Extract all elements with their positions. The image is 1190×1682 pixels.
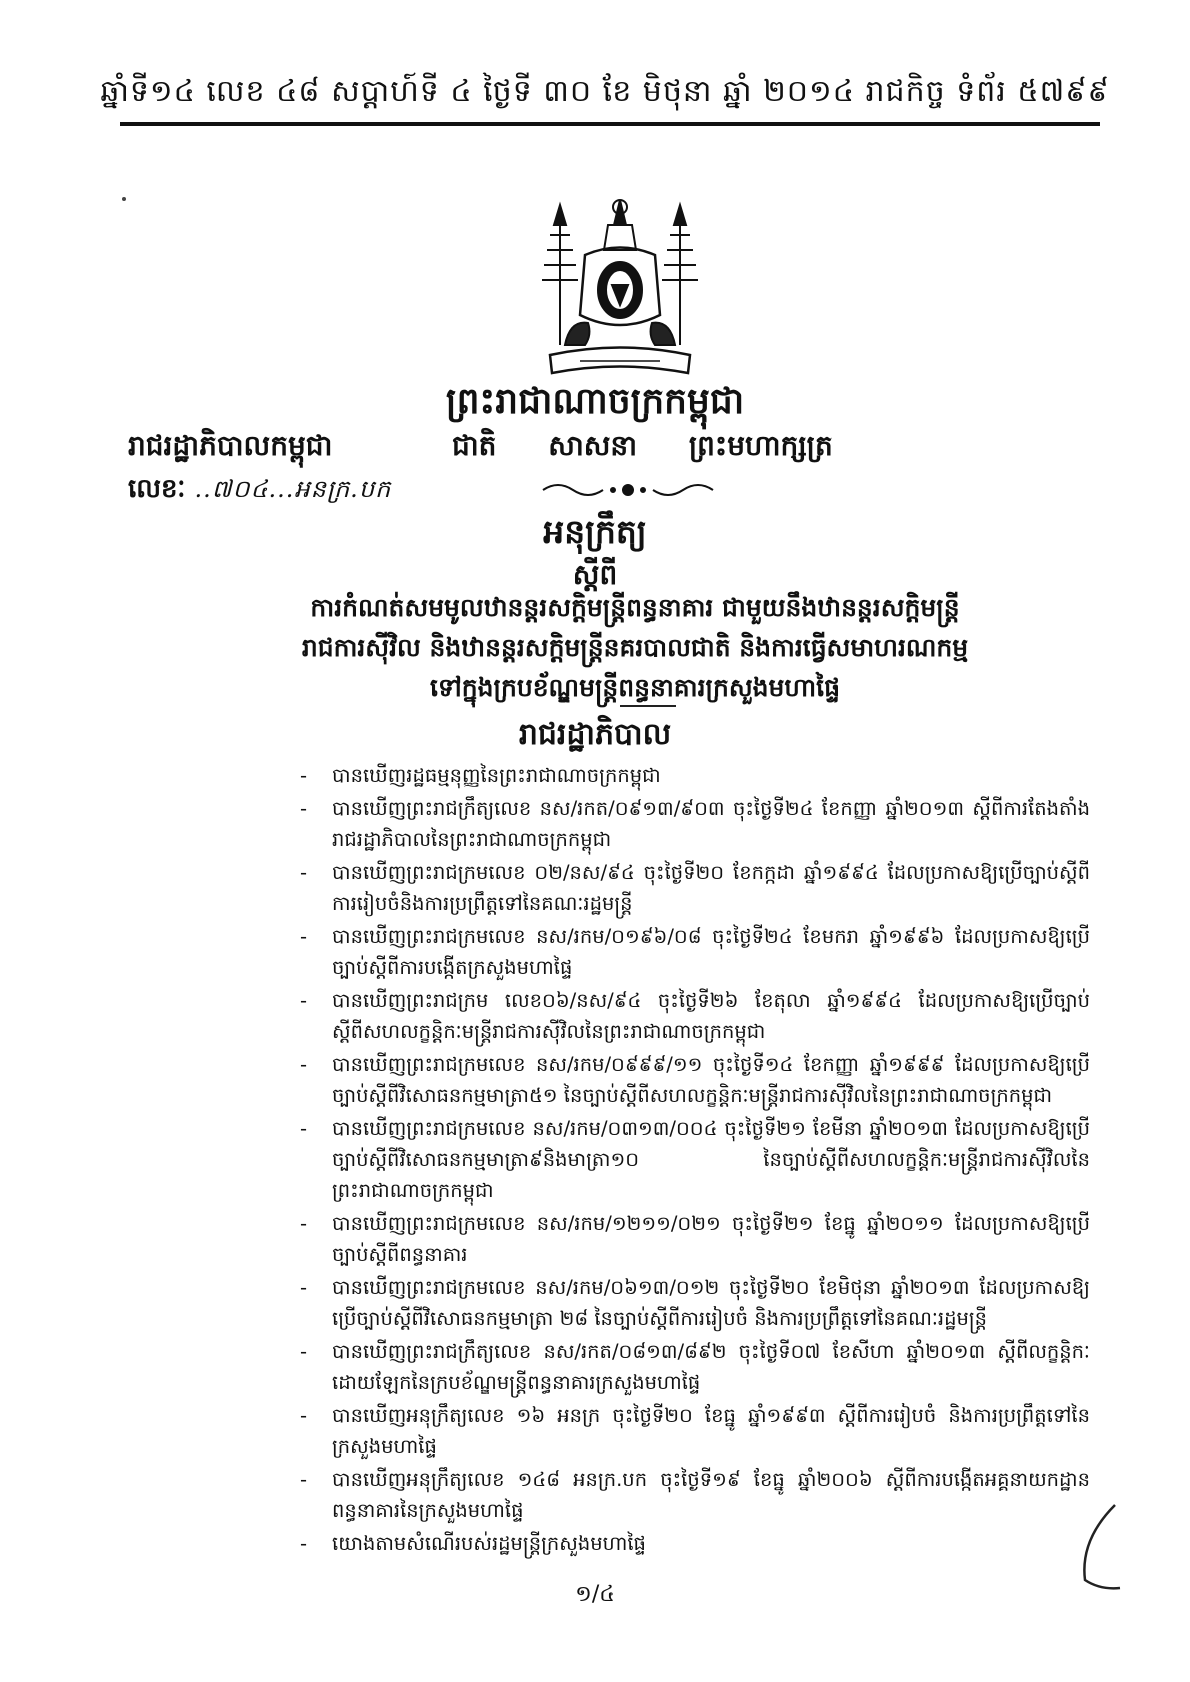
page-number: ១/៤ [575,1582,615,1607]
preamble-item: - បានឃើញព្រះរាជក្រឹត្យលេខ នស/រកត/០៨១៣/៨៩២ ចុះថ្ងៃទី០៧ ខែសីហា ឆ្នាំ២០១៣ ស្ដីពីលក្ខន្តិកៈដោយឡែកនៃក្របខ័ណ្ឌមន្ត្រីពន្ធនាគារក្រសួងមហាផ្ទៃ [300,1340,1090,1394]
motto-king: ព្រះមហាក្សត្រ [688,429,833,462]
decree-title: អនុក្រឹត្យ [543,512,647,551]
royal-coat-of-arms-icon [530,195,710,385]
reference-value: ..៧០៤...អនក្រ.បក [194,475,392,503]
preamble-item: - បានឃើញព្រះរាជក្រមលេខ នស/រកម/០៣១៣/០០៤ ចុះថ្ងៃទី២១ ខែមីនា ឆ្នាំ២០១៣ ដែលប្រកាសឱ្យប្រើច្បាប់ស្ដីពីវិសោធនកម្មមាត្រា៩និងមាត្រា១០ នៃច្បាប់ស្ដីពីសហលក្ខន្តិកៈមន្ត្រីរាជការស៊ីវិលនៃព្រះរាជាណាចក្រកម្ពុជា [300,1117,1090,1202]
preamble-item: - បានឃើញព្រះរាជក្រមលេខ នស/រកម/០៩៩៩/១១ ចុះថ្ងៃទី១៤ ខែកញ្ញា ឆ្នាំ១៩៩៩ ដែលប្រកាសឱ្យប្រើច្បាប់ស្ដីពីវិសោធនកម្មមាត្រា៥១ នៃច្បាប់ស្ដីពីសហលក្ខន្តិកៈមន្ត្រីរាជការស៊ីវិលនៃព្រះរាជាណាចក្រកម្ពុជា [300,1053,1090,1107]
section-divider [620,705,676,707]
subject-line: ទៅក្នុងក្របខ័ណ្ឌមន្ត្រីពន្ធនាគារក្រសួងមហាផ្ទៃ [430,673,840,702]
preamble-item: - បានឃើញរដ្ឋធម្មនុញ្ញនៃព្រះរាជាណាចក្រកម្ពុជា [300,764,661,787]
preamble-item: - បានឃើញព្រះរាជក្រឹត្យលេខ នស/រកត/០៩១៣/៩០៣ ចុះថ្ងៃទី២៤ ខែកញ្ញា ឆ្នាំ២០១៣ ស្ដីពីការតែងតាំងរាជរដ្ឋាភិបាលនៃព្រះរាជាណាចក្រកម្ពុជា [300,797,1090,851]
authority-heading: រាជរដ្ឋាភិបាល [518,717,672,752]
national-motto [452,428,875,469]
preamble-item: - បានឃើញព្រះរាជក្រមលេខ នស/រកម/១២១១/០២១ ចុះថ្ងៃទី២១ ខែធ្នូ ឆ្នាំ២០១១ ដែលប្រកាសឱ្យប្រើច្បាប់ស្ដីពីពន្ធនាគារ [300,1212,1090,1266]
gazette-header: ឆ្នាំទី១៤ លេខ ៤៨ សប្ដាហ៍ទី ៤ ថ្ងៃទី ៣០ ខែ មិថុនា ឆ្នាំ ២០១៤ រាជកិច្ច ទំព័រ ៥៧៩៩ [100,74,1110,109]
subject-line: ការកំណត់សមមូលឋានន្តរសក្តិមន្ត្រីពន្ធនាគារ ជាមួយនឹងឋានន្តរសក្តិមន្ត្រី [310,593,960,622]
scan-speck [122,197,126,201]
preamble-item: - បានឃើញអនុក្រឹត្យលេខ ១៤៨ អនក្រ.បក ចុះថ្ងៃទី១៩ ខែធ្នូ ឆ្នាំ២០០៦ ស្ដីពីការបង្កើតអគ្គនាយកដ្ឋានពន្ធនាគារនៃក្រសួងមហាផ្ទៃ [300,1468,1090,1522]
motto-religion: សាសនា [548,429,638,462]
decree-subject [230,588,1040,708]
preamble-item: - បានឃើញព្រះរាជក្រមលេខ នស/រកម/០១៩៦/០៨ ចុះថ្ងៃទី២៤ ខែមករា ឆ្នាំ១៩៩៦ ដែលប្រកាសឱ្យប្រើច្បាប់ស្ដីពីការបង្កើតក្រសួងមហាផ្ទៃ [300,925,1090,979]
subject-line: រាជការស៊ីវិល និងឋានន្តរសក្តិមន្ត្រីនគរបាលជាតិ និងការធ្វើសមាហរណកម្ម [301,633,969,662]
preamble-item: - យោងតាមសំណើរបស់រដ្ឋមន្ត្រីក្រសួងមហាផ្ទៃ [300,1532,646,1555]
kingdom-title: ព្រះរាជាណាចក្រកម្ពុជា [445,381,745,422]
header-divider [120,122,1100,126]
preamble-item: - បានឃើញអនុក្រឹត្យលេខ ១៦ អនក្រ ចុះថ្ងៃទី២០ ខែធ្នូ ឆ្នាំ១៩៩៣ ស្ដីពីការរៀបចំ និងការប្រព្រឹត្តទៅនៃក្រសួងមហាផ្ទៃ [300,1404,1090,1458]
preamble-item: - បានឃើញព្រះរាជក្រមលេខ ០២/នស/៩៤ ចុះថ្ងៃទី២០ ខែកក្កដា ឆ្នាំ១៩៩៤ ដែលប្រកាសឱ្យប្រើច្បាប់ស្ដីពីការរៀបចំនិងការប្រព្រឹត្តទៅនៃគណៈរដ្ឋមន្ត្រី [300,861,1090,915]
preamble-item: - បានឃើញព្រះរាជក្រម លេខ០៦/នស/៩៤ ចុះថ្ងៃទី២៦ ខែតុលា ឆ្នាំ១៩៩៤ ដែលប្រកាសឱ្យប្រើច្បាប់ស្ដីពីសហលក្ខន្តិកៈមន្ត្រីរាជការស៊ីវិលនៃព្រះរាជាណាចក្រកម្ពុជា [300,989,1090,1043]
preamble-list [300,760,1090,1561]
motto-nation: ជាតិ [452,429,497,462]
issuing-government: រាជរដ្ឋាភិបាលកម្ពុជា [128,429,333,462]
preamble-item: - បានឃើញព្រះរាជក្រមលេខ នស/រកម/០៦១៣/០១២ ចុះថ្ងៃទី២០ ខែមិថុនា ឆ្នាំ២០១៣ ដែលប្រកាសឱ្យប្រើច្បាប់ស្ដីពីវិសោធនកម្មមាត្រា ២៨ នៃច្បាប់ស្ដីពីការរៀបចំ និងការប្រព្រឹត្តទៅនៃគណៈរដ្ឋមន្ត្រី [300,1276,1090,1330]
decree-about: ស្ដីពី [572,558,618,591]
reference-number [128,472,391,510]
reference-label: លេខៈ [128,474,186,504]
ornament-divider-icon [538,478,718,502]
